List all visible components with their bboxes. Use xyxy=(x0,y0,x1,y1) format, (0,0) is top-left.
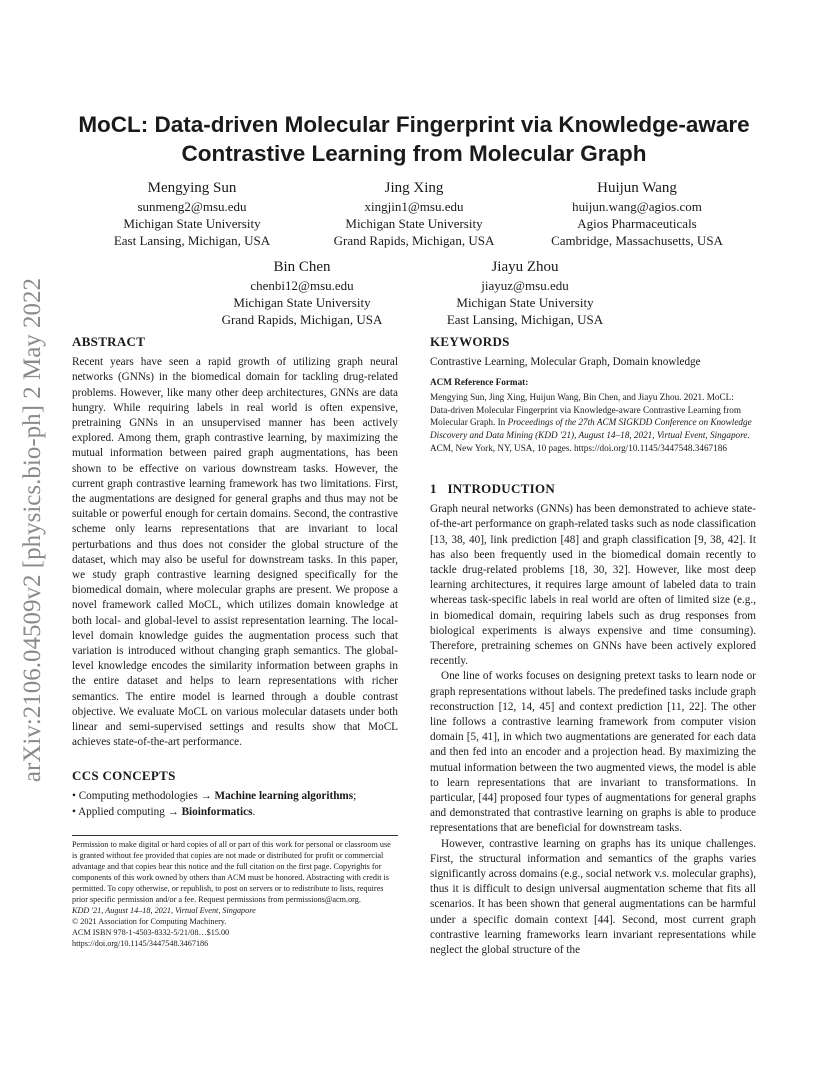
author-block xyxy=(314,178,514,249)
permission-text: Permission to make digital or hard copies of all or part of this work for personal or classroom use is granted without fee provided that copies are not made or distributed for profit or commercial advantage and that copies bear this notice and the full citation on the first page. Copyrights for components of this work owned by others than ACM must be honored. Abstracting with credit is permitted. To copy otherwise, or republish, to post on servers or to redistribute to lists, requires prior specific permission and/or a fee. Request permissions from permissions@acm.org. xyxy=(72,840,391,904)
author-email: huijun.wang@agios.com xyxy=(572,199,702,214)
author-name: Mengying Sun xyxy=(147,180,237,196)
author-block xyxy=(527,178,747,249)
acm-reference-heading: ACM Reference Format: xyxy=(430,377,529,387)
author-block xyxy=(92,178,292,249)
author-email: chenbi12@msu.edu xyxy=(250,278,354,293)
ccs-item-suffix: ; xyxy=(353,790,357,803)
author-location: East Lansing, Michigan, USA xyxy=(446,312,604,327)
keywords-text: Contrastive Learning, Molecular Graph, Domain knowledge xyxy=(430,356,701,369)
author-affiliation: Michigan State University xyxy=(345,216,483,231)
intro-paragraph: One line of works focuses on designing pretext tasks to learn node or graph representations without labels. The predefined tasks include graph reconstruction [12, 14, 45] and context prediction [11, 22]. The other line follows a contrastive learning framework from computer vision domain [5, 41], in which two augmentations are generated for each data and then fed into an encoder and a projection head. By maximizing the mutual information between the two augmented views, the model is able to learn representations that are invariant to transformations. In particular, [44] proposed four types of augmentations for general graphs and demonstrated that contrastive learning on graphs is able to produce representations that are beneficial for downstream tasks. xyxy=(430,670,756,835)
author-block xyxy=(202,257,402,328)
ccs-section xyxy=(72,768,398,820)
ccs-item xyxy=(72,789,398,805)
acm-reference-section xyxy=(430,375,756,454)
ccs-item-prefix: • Computing methodologies → xyxy=(72,790,215,803)
author-email: jiayuz@msu.edu xyxy=(481,278,569,293)
isbn-line: ACM ISBN 978-1-4503-8332-5/21/08…$15.00 xyxy=(72,928,230,937)
author-email: sunmeng2@msu.edu xyxy=(137,199,247,214)
doi-link[interactable]: https://doi.org/10.1145/3447548.3467186 xyxy=(72,939,209,948)
arxiv-stamp xyxy=(18,250,48,810)
author-affiliation: Agios Pharmaceuticals xyxy=(577,216,697,231)
intro-paragraph: However, contrastive learning on graphs has its unique challenges. First, the structural information and semantics of the graphs varies significantly across domains (e.g., social network v.s. molecular graphs), thus it is difficult to design universal augmentation scheme that fits all scenarios. It has been shown that general augmentations can be harmful under a specific domain context [44]. Second, most current graph contrastive learning frameworks learn invariant representations while neglect the global structure of the xyxy=(430,837,756,957)
author-name: Jing Xing xyxy=(384,180,444,196)
keywords-heading: KEYWORDS xyxy=(430,334,510,349)
author-name: Huijun Wang xyxy=(597,180,677,196)
author-name: Bin Chen xyxy=(273,259,331,275)
author-name: Jiayu Zhou xyxy=(491,259,559,275)
author-location: East Lansing, Michigan, USA xyxy=(113,233,271,248)
ccs-item xyxy=(72,805,398,821)
abstract-section xyxy=(72,334,398,750)
author-block xyxy=(425,257,625,328)
author-location: Grand Rapids, Michigan, USA xyxy=(221,312,383,327)
paper-title: MoCL: Data-driven Molecular Fingerprint via Knowledge-aware Contrastive Learning from Molecular Graph xyxy=(78,112,750,166)
arxiv-stamp-text: arXiv:2106.04509v2 [physics.bio-ph] 2 May 2022 xyxy=(19,277,46,783)
footnote-divider xyxy=(72,835,398,836)
keywords-section xyxy=(430,334,756,370)
introduction-section xyxy=(430,481,756,958)
ccs-item-suffix: . xyxy=(252,805,256,818)
author-location: Cambridge, Massachusetts, USA xyxy=(551,233,723,248)
introduction-heading: 1 INTRODUCTION xyxy=(430,481,556,496)
author-affiliation: Michigan State University xyxy=(233,295,371,310)
abstract-heading: ABSTRACT xyxy=(72,334,146,349)
author-affiliation: Michigan State University xyxy=(123,216,261,231)
acm-reference-text: Mengying Sun, Jing Xing, Huijun Wang, Bin Chen, and Jiayu Zhou. 2021. MoCL: Data-driven Molecular Fingerprint via Knowledge-aware Contrastive Learning from Molecular Graph. In Proceedings of the 27th ACM SIGKDD Conference on Knowledge Discovery and Data Mining (KDD '21), August 14–18, 2021, Virtual Event, Singapore. ACM, New York, NY, USA, 10 pages. https://doi.org/10.1145/3447548.3467186 xyxy=(430,392,752,453)
permission-notice xyxy=(72,839,398,949)
ccs-item-concept: Bioinformatics xyxy=(181,805,253,818)
intro-paragraph: Graph neural networks (GNNs) has been demonstrated to achieve state-of-the-art performance on graph-related tasks such as node classification [13, 38, 40], link prediction [48] and graph classification [9, 38, 42]. It has also been frequently used in the biomedical domain recently to tackle drug-related problems [18, 30, 32]. However, like most deep learning architectures, it requires large amount of labeled data to train whereas task-specific labels in real world are often of limited size (e.g., in biomedical domain, requiring labels such as drug responses from biological experiments is always expensive and time consuming). Therefore, pretraining schemes on GNNs have been actively explored recently. xyxy=(430,503,756,668)
author-location: Grand Rapids, Michigan, USA xyxy=(333,233,495,248)
ccs-item-prefix: • Applied computing → xyxy=(72,805,182,818)
ccs-heading: CCS CONCEPTS xyxy=(72,768,176,783)
abstract-text: Recent years have seen a rapid growth of utilizing graph neural networks (GNNs) in the biomedical domain for tackling drug-related problems. However, like many other deep architectures, GNNs are data hungry. While requiring labels in real world is often expensive, pretraining GNNs in an unsupervised manner has been actively explored. Among them, graph contrastive learning, by maximizing the mutual information between paired graph augmentations, has been shown to be effective on various downstream tasks. However, the current graph contrastive learning framework has two limitations. First, the augmentations are designed for general graphs and thus may not be suitable or powerful enough for certain domains. Second, the contrastive scheme only learns representations that are invariant to local perturbations and thus does not consider the global structure of the dataset, which may also be useful for downstream tasks. In this paper, we study graph contrastive learning designed specifically for the biomedical domain, where molecular graphs are present. We propose a novel framework called MoCL, which utilizes domain knowledge at both local- and global-level to assist representation learning. The local-level domain knowledge guides the augmentation process such that variation is introduced without changing graph semantics. The global-level knowledge encodes the similarity information between graphs in the entire dataset and helps to learn representations with richer semantics. The entire model is learned through a double contrast objective. We evaluate MoCL on various molecular datasets under both linear and semi-supervised settings and results show that MoCL achieves state-of-the-art performance. xyxy=(72,356,398,749)
author-affiliation: Michigan State University xyxy=(456,295,594,310)
venue-line: KDD '21, August 14–18, 2021, Virtual Event, Singapore xyxy=(72,906,256,915)
ccs-item-concept: Machine learning algorithms xyxy=(214,790,354,803)
copyright-line: © 2021 Association for Computing Machinery. xyxy=(72,917,227,926)
author-email: xingjin1@msu.edu xyxy=(364,199,464,214)
